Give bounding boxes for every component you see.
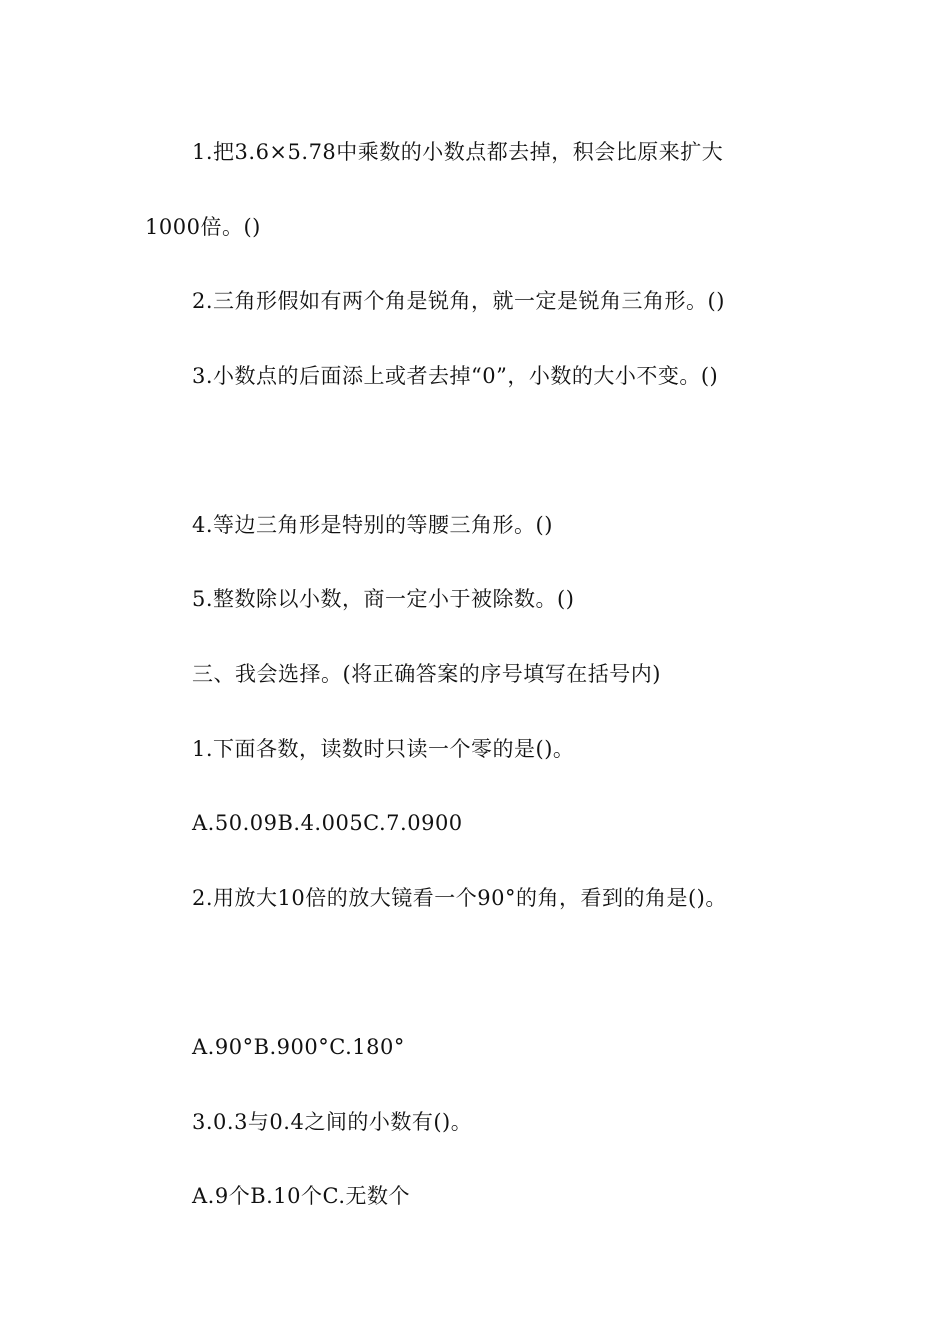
section-heading-multiple-choice: 三、我会选择。(将正确答案的序号填写在括号内): [192, 662, 661, 686]
choice-question-2: 2.用放大10倍的放大镜看一个90°的角，看到的角是()。: [192, 886, 727, 910]
choice-question-2-options: A.90°B.900°C.180°: [192, 1035, 405, 1059]
true-false-question-5: 5.整数除以小数，商一定小于被除数。(): [192, 587, 575, 611]
choice-question-3-options: A.9个B.10个C.无数个: [192, 1184, 411, 1208]
true-false-question-1-line-2: 1000倍。(): [145, 215, 261, 239]
true-false-question-2: 2.三角形假如有两个角是锐角，就一定是锐角三角形。(): [192, 289, 725, 313]
true-false-question-1-line-1: 1.把3.6×5.78中乘数的小数点都去掉，积会比原来扩大: [192, 140, 724, 164]
choice-question-3: 3.0.3与0.4之间的小数有()。: [192, 1110, 473, 1134]
choice-question-1: 1.下面各数，读数时只读一个零的是()。: [192, 737, 575, 761]
choice-question-1-options: A.50.09B.4.005C.7.0900: [192, 811, 463, 835]
true-false-question-4: 4.等边三角形是特别的等腰三角形。(): [192, 513, 553, 537]
true-false-question-3: 3.小数点的后面添上或者去掉“0”，小数的大小不变。(): [192, 364, 719, 388]
